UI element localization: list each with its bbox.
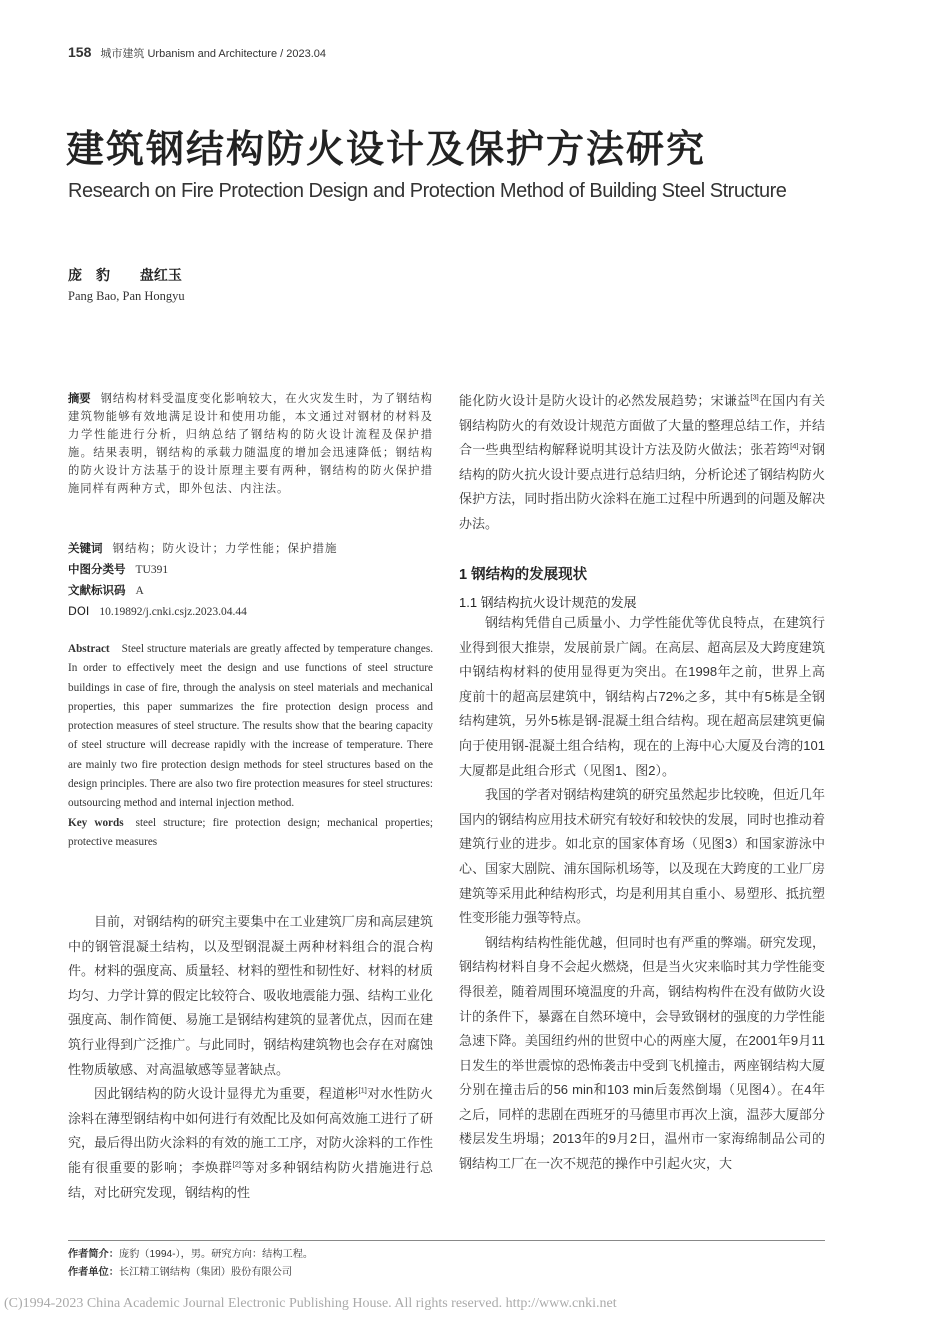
authors-en: Pang Bao, Pan Hongyu	[68, 289, 185, 303]
intro-text	[68, 910, 433, 1205]
section-1-paragraph-2: 我国的学者对钢结构建筑的研究虽然起步比较晚，但近几年国内的钢结构应用技术研究有较好和较快的发展，同时也推动着建筑行业的进步。如北京的国家体育场（见图3）和国家游泳中心、国家大剧院、浦东国际机场等，以及现在大跨度的工业厂房建筑等采用此种结构形式，均是利用其自重小、易塑形、抵抗塑性变形能力强等特点。	[459, 787, 825, 926]
keywords-value: 钢结构；防火设计；力学性能；保护措施	[112, 541, 338, 555]
footnote-unit-text: 长江精工钢结构（集团）股份有限公司	[118, 1267, 293, 1278]
abstract-en-label: Abstract	[68, 643, 110, 655]
abstract-zh-label: 摘要	[68, 392, 91, 405]
running-header	[68, 44, 326, 61]
title-en: Research on Fire Protection Design and Protection Method of Building Steel Structure	[68, 180, 787, 202]
section-1-paragraph-1: 钢结构凭借自己质量小、力学性能优等优良特点，在建筑行业得到很大推崇，发展前景广阔。在高层、超高层及大跨度建筑中钢结构材料的使用显得更为突出。在1998年之前，世界上高度前十的超高层建筑中，钢结构占72%之多，其中有5栋是全钢结构建筑，另外5栋是钢-混凝土组合结构。现在超高层建筑更偏向于使用钢-混凝土组合结构，现在的上海中心大厦及台湾的101大厦都是此组合形式（见图1、图2）。	[459, 615, 825, 778]
section-heading-1: 1 钢结构的发展现状	[459, 567, 588, 583]
abstract-zh-text: 钢结构材料受温度变化影响较大，在火灾发生时，为了钢结构建筑物能够有效地满足设计和使用功能，本文通过对钢材的材料及力学性能进行分析，归纳总结了钢结构的防火设计流程及保护措施。结果表明，钢结构的承载力随温度的增加会迅速降低；钢结构的防火设计方法基于的设计原理主要有两种，钢结构的防火保护措施同样有两种方式，即外包法、内注法。	[68, 392, 433, 495]
doi-label: DOI	[68, 604, 90, 618]
intro-cont-part3: 对钢结构的防火抗火设计要点进行总结归纳，分析论述了钢结构防火保护方法，同时指出防火涂料在施工过程中所遇到的问题及解决办法。	[459, 442, 825, 531]
footnote-unit-label: 作者单位：	[68, 1267, 119, 1278]
keywords-en-text: steel structure; fire protection design; mechanical properties; protective measures	[68, 816, 433, 848]
doccode-value: A	[135, 585, 144, 597]
citation-2: [2]	[232, 1159, 241, 1169]
article-meta	[68, 538, 433, 622]
journal-name: 城市建筑 Urbanism and Architecture / 2023.04	[100, 48, 327, 60]
footnote-author-info	[68, 1245, 313, 1260]
abstract-en-text: Steel structure materials are greatly affected by temperature changes. In order to effectively meet the design and use functions of steel structure buildings in case of fire, through the analysis on steel materials and mechanical properties, this paper summarizes the fire protection design process and protection measures of steel structure. The results show that the bearing capacity of steel structure will decrease rapidly with the increase of temperature. There are mainly two fire protection design methods for steel structures based on the design principles. There are also two fire protection measures for steel structures: outsourcing method and internal injection method.	[68, 643, 433, 810]
footnote-author-text: 庞豹（1994-），男。研究方向：结构工程。	[118, 1249, 314, 1260]
keywords-en	[68, 814, 433, 853]
abstract-en-body	[68, 640, 433, 814]
clc-value: TU391	[135, 564, 169, 576]
section-1-text	[459, 611, 825, 1177]
intro-p2-part1: 因此钢结构的防火设计显得尤为重要，程道彬	[94, 1086, 359, 1102]
clc-label: 中图分类号	[68, 562, 126, 576]
footnote-unit-info	[68, 1263, 292, 1278]
doi-row	[68, 601, 433, 622]
footnote-divider	[68, 1240, 825, 1241]
section-1-paragraph-3: 钢结构结构性能优越，但同时也有严重的弊端。研究发现，钢结构材料自身不会起火燃烧，但是当火灾来临时其力学性能变得很差，随着周围环境温度的升高，钢结构构件在没有做防火设计的条件下，暴露在自然环境中，会导致钢材的强度的力学性能急速下降。美国纽约州的世贸中心的两座大厦，在2001年9月11日发生的举世震惊的恐怖袭击中受到飞机撞击，两座钢结构大厦分别在撞击后的56 min和103 min后轰然倒塌（见图4）。在4年之后，同样的悲剧在西班牙的马德里市再次上演，温莎大厦部分楼层发生坍塌；2013年的9月2日，温州市一家海绵制品公司的钢结构工厂在一次不规范的操作中引起火灾，大	[459, 934, 825, 1172]
intro-paragraph-2	[68, 1082, 433, 1205]
subsection-heading-1-1: 1.1 钢结构抗火设计规范的发展	[459, 595, 637, 610]
intro-continued-paragraph	[459, 389, 825, 537]
footnote-author-label: 作者简介：	[68, 1249, 119, 1260]
intro-continued	[459, 389, 825, 537]
abstract-en	[68, 640, 433, 852]
keywords-label: 关键词	[68, 541, 103, 555]
intro-paragraph-1: 目前，对钢结构的研究主要集中在工业建筑厂房和高层建筑中的钢管混凝土结构，以及型钢混凝土两种材料组合的混合构件。材料的强度高、质量轻、材料的塑性和韧性好、材料的材质均匀、力学计算的假定比较符合、吸收地震能力强、结构工业化强度高、制作简便、易施工是钢结构建筑的显著优点，因而在建筑行业得到广泛推广。与此同时，钢结构建筑物也会存在对腐蚀性物质敏感、对高温敏感等显著缺点。	[68, 914, 433, 1077]
page-number: 158	[68, 44, 92, 60]
clc-row	[68, 559, 433, 580]
intro-cont-part2: 在国内有关钢结构防火的有效设计规范方面做了大量的整理总结工作，并结合一些典型结构解释说明其设计方法及防火做法；张若筠	[459, 393, 825, 458]
citation-4: [4]	[790, 441, 799, 451]
doccode-row	[68, 580, 433, 601]
citation-1: [1]	[358, 1085, 367, 1095]
keywords-en-label: Key words	[68, 816, 124, 829]
authors-zh	[68, 265, 182, 285]
author-1-zh: 庞豹	[68, 267, 124, 283]
intro-p2-part2: 对水性防火涂料在薄型钢结构中如何进行有效配比及如何高效施工进行了研究，最后得出防火涂料的有效的施工工序，对防火涂料的工作性能有很重要的影响；李焕群	[68, 1086, 433, 1175]
citation-3: [3]	[750, 392, 759, 402]
keywords-row	[68, 538, 433, 559]
author-2-zh: 盘红玉	[139, 267, 182, 283]
title-zh: 建筑钢结构防火设计及保护方法研究	[66, 127, 707, 171]
doccode-label: 文献标识码	[68, 583, 126, 597]
abstract-zh	[68, 390, 433, 498]
intro-p2-part3: 等对多种钢结构防火措施进行总结，对比研究发现，钢结构的性	[68, 1159, 433, 1200]
copyright-watermark: (C)1994-2023 China Academic Journal Electronic Publishing House. All rights reserved. http://www.cnki.net	[4, 1296, 617, 1311]
intro-cont-part1: 能化防火设计是防火设计的必然发展趋势；宋谦益	[459, 393, 751, 408]
doi-value: 10.19892/j.cnki.csjz.2023.04.44	[99, 606, 247, 618]
